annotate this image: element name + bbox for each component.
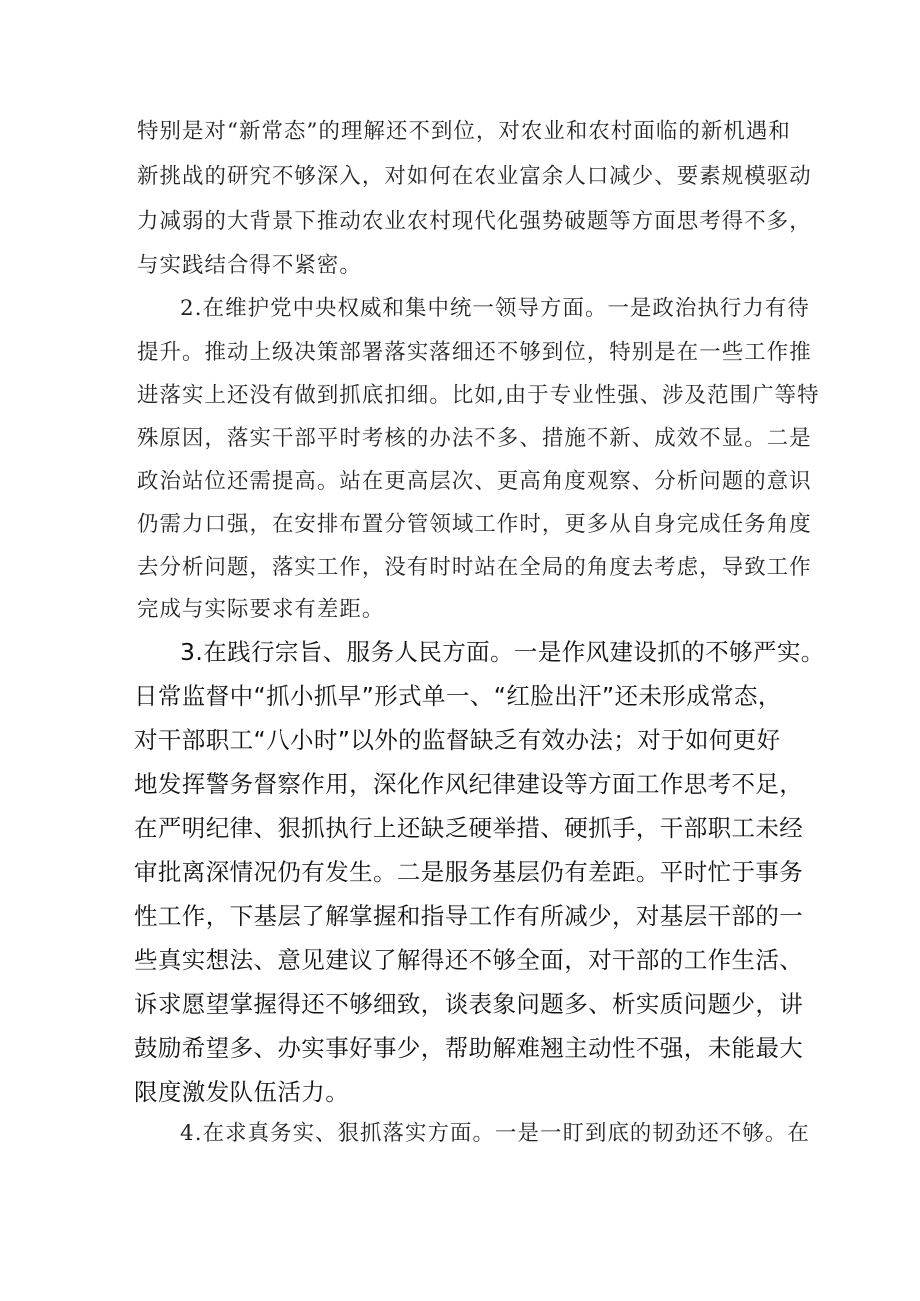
paragraph-3-line-1: 3.在践行宗旨、服务人民方面。一是作风建设抓的不够严实。	[180, 638, 825, 666]
paragraph-1-line-4: 与实践结合得不紧密。	[137, 253, 362, 278]
paragraph-2-line-8: 完成与实际要求有差距。	[137, 597, 385, 622]
paragraph-2-line-7: 去分析问题，落实工作，没有时时站在全局的角度去考虑，导致工作	[137, 555, 812, 580]
paragraph-3-line-3: 对干部职工“八小时”以外的监督缺乏有效办法；对于如何更好	[134, 726, 781, 754]
paragraph-3-line-6: 审批离深情况仍有发生。二是服务基层仍有差距。平时忙于事务	[134, 858, 804, 886]
paragraph-3-line-10: 鼓励希望多、办实事好事少，帮助解难翘主动性不强，未能最大	[134, 1034, 804, 1062]
paragraph-4-line-1: 4.在求真务实、狠抓落实方面。一是一盯到底的韧劲还不够。在	[180, 1121, 810, 1146]
paragraph-2-line-4: 殊原因，落实干部平时考核的办法不多、措施不新、成效不显。二是	[137, 426, 812, 451]
paragraph-2-line-6: 仍需力口强，在安排布置分管领域工作时，更多从自身完成任务角度	[137, 512, 812, 537]
paragraph-3-line-8: 些真实想法、意见建议了解得还不够全面，对干部的工作生活、	[134, 946, 804, 974]
paragraph-1-line-2: 新挑战的研究不够深入，对如何在农业富余人口减少、要素规模驱动	[137, 164, 812, 189]
paragraph-1-line-3: 力减弱的大背景下推动农业农村现代化强势破题等方面思考得不多，	[137, 209, 812, 234]
paragraph-2-line-5: 政治站位还需提高。站在更高层次、更高角度观察、分析问题的意识	[137, 469, 812, 494]
paragraph-3-line-7: 性工作，下基层了解掌握和指导工作有所减少，对基层干部的一	[134, 902, 804, 930]
paragraph-3-line-2: 日常监督中“抓小抓早”形式单一、“红脸出汗”还未形成常态，	[134, 682, 782, 710]
paragraph-2-line-3: 进落实上还没有做到抓底扣细。比如,由于专业性强、涉及范围广等特	[137, 383, 820, 408]
paragraph-2-line-2: 提升。推动上级决策部署落实落细还不够到位，特别是在一些工作推	[137, 340, 812, 365]
paragraph-2-line-1: 2.在维护党中央权威和集中统一领导方面。一是政治执行力有待	[180, 296, 810, 321]
paragraph-3-line-4: 地发挥警务督察作用，深化作风纪律建设等方面工作思考不足，	[134, 770, 804, 798]
paragraph-3-line-5: 在严明纪律、狠抓执行上还缺乏硬举措、硬抓手，干部职工未经	[134, 814, 804, 842]
paragraph-1-line-1: 特别是对“新常态”的理解还不到位，对农业和农村面临的新机遇和	[137, 119, 791, 144]
paragraph-3-line-9: 诉求愿望掌握得还不够细致，谈表象问题多、析实质问题少，讲	[134, 990, 804, 1018]
paragraph-3-line-11: 限度激发队伍活力。	[134, 1078, 350, 1106]
